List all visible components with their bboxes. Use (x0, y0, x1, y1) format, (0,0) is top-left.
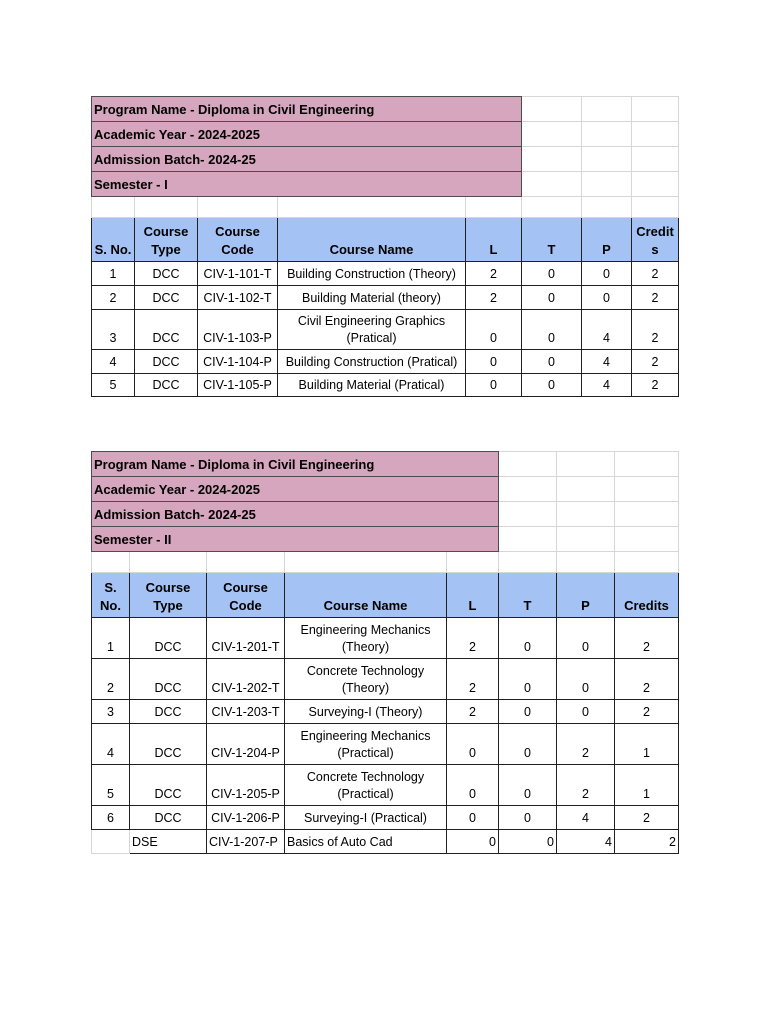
header-sno[interactable]: S. No. (92, 218, 135, 262)
semester-2-table (91, 451, 679, 854)
program-name-cell[interactable]: Program Name - Diploma in Civil Engineering (92, 97, 522, 122)
info-row-year (92, 477, 679, 502)
cell-sno[interactable]: 2 (92, 286, 135, 310)
cell-credits[interactable]: 2 (615, 618, 679, 659)
cell-l[interactable]: 2 (466, 262, 522, 286)
cell-course-name[interactable]: Building Material (theory) (278, 286, 466, 310)
cell-course-code[interactable]: CIV-1-207-P (207, 830, 285, 854)
cell-t[interactable]: 0 (499, 724, 557, 765)
info-row-semester (92, 527, 679, 552)
table-row (92, 350, 679, 374)
header-course-type[interactable]: Course Type (130, 573, 207, 618)
cell-t[interactable]: 0 (499, 659, 557, 700)
cell-t[interactable]: 0 (499, 806, 557, 830)
cell-sno[interactable]: 4 (92, 350, 135, 374)
table-row (92, 310, 679, 350)
cell-credits[interactable]: 2 (615, 806, 679, 830)
header-course-code[interactable]: Course Code (198, 218, 278, 262)
header-l[interactable]: L (447, 573, 499, 618)
table-row-extra (92, 830, 679, 854)
cell-sno[interactable] (92, 830, 130, 854)
admission-batch-cell[interactable]: Admission Batch- 2024-25 (92, 502, 499, 527)
cell-sno[interactable]: 5 (92, 765, 130, 806)
cell-credits[interactable]: 2 (632, 262, 679, 286)
cell-course-code[interactable]: CIV-1-102-T (198, 286, 278, 310)
cell-course-code[interactable]: CIV-1-202-T (207, 659, 285, 700)
cell-course-name[interactable]: Civil Engineering Graphics (Pratical) (278, 310, 466, 350)
info-row-year (92, 122, 679, 147)
cell-sno[interactable]: 2 (92, 659, 130, 700)
cell-course-code[interactable]: CIV-1-101-T (198, 262, 278, 286)
cell-credits[interactable]: 2 (632, 374, 679, 397)
cell-p[interactable]: 0 (582, 286, 632, 310)
cell-course-type[interactable]: DCC (135, 350, 198, 374)
cell-t[interactable]: 0 (522, 262, 582, 286)
cell-course-type[interactable]: DCC (135, 286, 198, 310)
table-row (92, 724, 679, 765)
header-course-code[interactable]: Course Code (207, 573, 285, 618)
cell-course-name[interactable]: Basics of Auto Cad (285, 830, 447, 854)
cell-credits[interactable]: 2 (632, 350, 679, 374)
column-header-row (92, 573, 679, 618)
cell-course-code[interactable]: CIV-1-105-P (198, 374, 278, 397)
semester-cell[interactable]: Semester - I (92, 172, 522, 197)
cell-course-name[interactable]: Surveying-I (Theory) (285, 700, 447, 724)
cell-course-type[interactable]: DSE (130, 830, 207, 854)
cell-course-type[interactable]: DCC (130, 765, 207, 806)
header-course-type[interactable]: Course Type (135, 218, 198, 262)
program-name-cell[interactable]: Program Name - Diploma in Civil Engineering (92, 452, 499, 477)
cell-p[interactable]: 0 (557, 659, 615, 700)
cell-course-code[interactable]: CIV-1-104-P (198, 350, 278, 374)
semester-2-sheet (91, 451, 679, 854)
cell-course-type[interactable]: DCC (130, 659, 207, 700)
cell-credits[interactable]: 2 (632, 310, 679, 350)
cell-course-type[interactable]: DCC (130, 724, 207, 765)
info-row-semester (92, 172, 679, 197)
cell-l[interactable]: 0 (466, 374, 522, 397)
cell-course-name[interactable]: Surveying-I (Practical) (285, 806, 447, 830)
semester-cell[interactable]: Semester - II (92, 527, 499, 552)
cell-course-name[interactable]: Building Construction (Theory) (278, 262, 466, 286)
academic-year-cell[interactable]: Academic Year - 2024-2025 (92, 477, 499, 502)
spacer-row (92, 197, 679, 218)
cell-credits[interactable]: 2 (615, 659, 679, 700)
cell-credits[interactable]: 1 (615, 724, 679, 765)
spacer-row (92, 552, 679, 573)
cell-course-type[interactable]: DCC (135, 262, 198, 286)
cell-p[interactable]: 2 (557, 765, 615, 806)
cell-sno[interactable]: 3 (92, 310, 135, 350)
cell-course-name[interactable]: Building Material (Pratical) (278, 374, 466, 397)
cell-l[interactable]: 2 (447, 700, 499, 724)
header-sno[interactable]: S. No. (92, 573, 130, 618)
cell-course-code[interactable]: CIV-1-206-P (207, 806, 285, 830)
cell-l[interactable]: 0 (447, 724, 499, 765)
cell-l[interactable]: 2 (447, 659, 499, 700)
table-row (92, 374, 679, 397)
header-p[interactable]: P (557, 573, 615, 618)
cell-p[interactable]: 4 (557, 830, 615, 854)
cell-sno[interactable]: 5 (92, 374, 135, 397)
semester-1-table (91, 96, 679, 397)
cell-sno[interactable]: 4 (92, 724, 130, 765)
cell-p[interactable]: 4 (582, 310, 632, 350)
header-p[interactable]: P (582, 218, 632, 262)
header-course-name[interactable]: Course Name (278, 218, 466, 262)
header-t[interactable]: T (499, 573, 557, 618)
cell-l[interactable]: 2 (447, 618, 499, 659)
cell-course-name[interactable]: Concrete Technology (Practical) (285, 765, 447, 806)
header-credits[interactable]: Credits (632, 218, 679, 262)
cell-course-name[interactable]: Concrete Technology (Theory) (285, 659, 447, 700)
cell-t[interactable]: 0 (499, 765, 557, 806)
cell-credits[interactable]: 2 (615, 700, 679, 724)
cell-course-code[interactable]: CIV-1-205-P (207, 765, 285, 806)
cell-p[interactable]: 2 (557, 724, 615, 765)
semester-1-sheet (91, 96, 679, 397)
cell-p[interactable]: 0 (557, 700, 615, 724)
cell-t[interactable]: 0 (522, 374, 582, 397)
cell-l[interactable]: 0 (447, 830, 499, 854)
table-row (92, 618, 679, 659)
cell-course-type[interactable]: DCC (130, 806, 207, 830)
cell-sno[interactable]: 6 (92, 806, 130, 830)
admission-batch-cell[interactable]: Admission Batch- 2024-25 (92, 147, 522, 172)
table-row (92, 765, 679, 806)
cell-l[interactable]: 0 (466, 310, 522, 350)
cell-t[interactable]: 0 (499, 700, 557, 724)
cell-course-name[interactable]: Engineering Mechanics (Theory) (285, 618, 447, 659)
header-l[interactable]: L (466, 218, 522, 262)
cell-sno[interactable]: 1 (92, 618, 130, 659)
cell-course-type[interactable]: DCC (135, 310, 198, 350)
table-row (92, 262, 679, 286)
cell-p[interactable]: 0 (582, 262, 632, 286)
info-row-batch (92, 502, 679, 527)
cell-l[interactable]: 0 (447, 765, 499, 806)
cell-t[interactable]: 0 (522, 350, 582, 374)
cell-t[interactable]: 0 (499, 830, 557, 854)
cell-course-name[interactable]: Engineering Mechanics (Practical) (285, 724, 447, 765)
cell-sno[interactable]: 3 (92, 700, 130, 724)
table-row (92, 700, 679, 724)
cell-credits[interactable]: 1 (615, 765, 679, 806)
cell-course-name[interactable]: Building Construction (Pratical) (278, 350, 466, 374)
cell-course-code[interactable]: CIV-1-201-T (207, 618, 285, 659)
cell-course-type[interactable]: DCC (130, 700, 207, 724)
table-row (92, 286, 679, 310)
info-row-batch (92, 147, 679, 172)
cell-l[interactable]: 0 (466, 350, 522, 374)
cell-l[interactable]: 0 (447, 806, 499, 830)
cell-t[interactable]: 0 (499, 618, 557, 659)
cell-course-type[interactable]: DCC (135, 374, 198, 397)
info-row-program (92, 97, 679, 122)
cell-t[interactable]: 0 (522, 310, 582, 350)
cell-sno[interactable]: 1 (92, 262, 135, 286)
info-row-program (92, 452, 679, 477)
cell-course-code[interactable]: CIV-1-103-P (198, 310, 278, 350)
cell-p[interactable]: 0 (557, 618, 615, 659)
cell-course-code[interactable]: CIV-1-203-T (207, 700, 285, 724)
cell-p[interactable]: 4 (557, 806, 615, 830)
header-t[interactable]: T (522, 218, 582, 262)
table-row (92, 806, 679, 830)
cell-p[interactable]: 4 (582, 374, 632, 397)
cell-credits[interactable]: 2 (615, 830, 679, 854)
academic-year-cell[interactable]: Academic Year - 2024-2025 (92, 122, 522, 147)
cell-credits[interactable]: 2 (632, 286, 679, 310)
header-credits[interactable]: Credits (615, 573, 679, 618)
cell-l[interactable]: 2 (466, 286, 522, 310)
column-header-row (92, 218, 679, 262)
table-row (92, 659, 679, 700)
header-course-name[interactable]: Course Name (285, 573, 447, 618)
cell-course-code[interactable]: CIV-1-204-P (207, 724, 285, 765)
cell-t[interactable]: 0 (522, 286, 582, 310)
cell-p[interactable]: 4 (582, 350, 632, 374)
cell-course-type[interactable]: DCC (130, 618, 207, 659)
